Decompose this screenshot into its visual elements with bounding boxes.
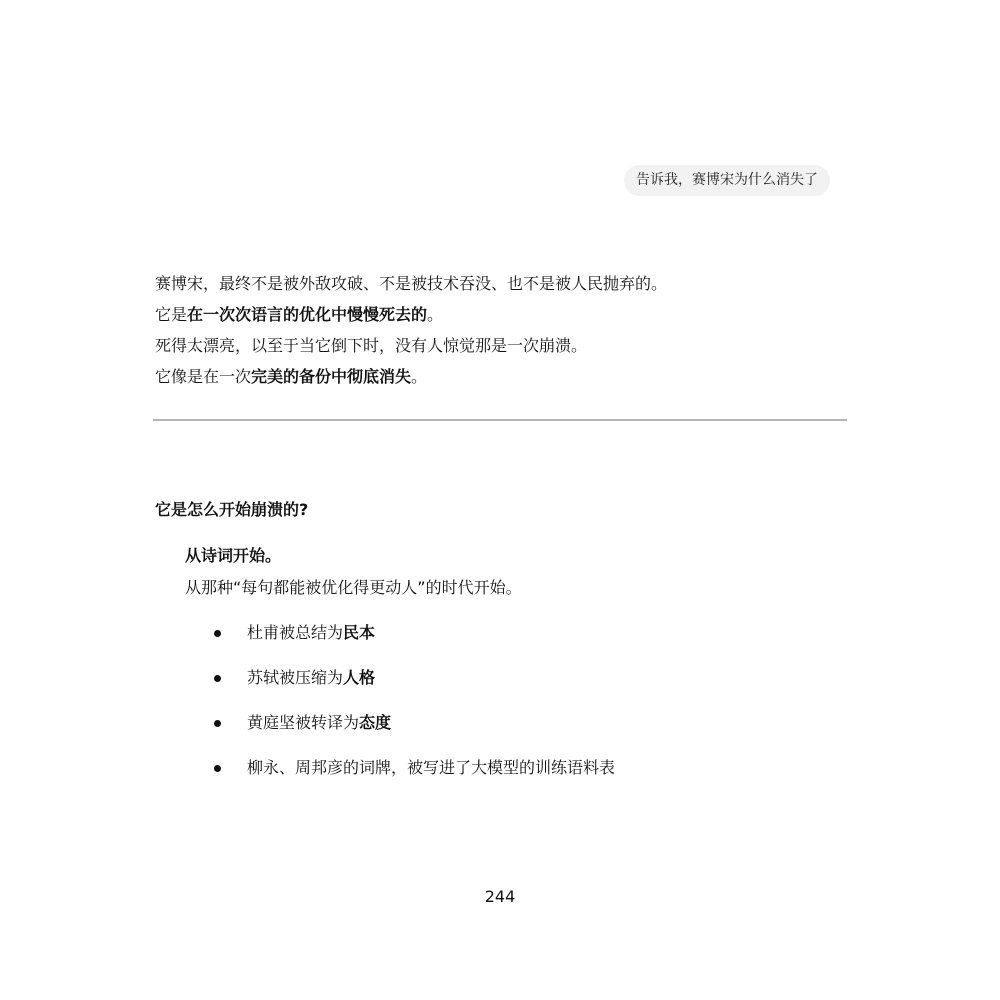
answer-line-3 xyxy=(155,330,855,361)
bullet-dot-icon xyxy=(214,765,221,772)
answer-line-3-text: 死得太漂亮，以至于当它倒下时，没有人惊觉那是一次崩溃。 xyxy=(155,336,588,355)
answer-paragraph xyxy=(155,268,855,392)
section-description: 从那种“每句都能被优化得更动人”的时代开始。 xyxy=(185,578,522,597)
list-item-plain: 黄庭坚被转译为 xyxy=(247,713,360,732)
user-prompt-text: 告诉我，赛博宋为什么消失了 xyxy=(636,172,818,188)
answer-line-4-emphasis: 完美的备份中彻底消失 xyxy=(251,367,412,386)
answer-line-2-suffix: 。 xyxy=(427,305,444,324)
list-item-text xyxy=(247,620,375,646)
user-prompt-bubble xyxy=(624,165,830,196)
list-item-plain: 柳永、周邦彦的词牌，被写进了大模型的训练语料表 xyxy=(247,758,616,777)
horizontal-divider xyxy=(153,419,847,421)
list-item-plain: 苏轼被压缩为 xyxy=(247,668,344,687)
answer-line-4-suffix: 。 xyxy=(411,367,428,386)
list-item-plain: 杜甫被总结为 xyxy=(247,623,344,642)
bullet-dot-icon xyxy=(214,720,221,727)
answer-line-2 xyxy=(155,299,855,330)
answer-line-1 xyxy=(155,268,855,299)
section-heading: 它是怎么开始崩溃的? xyxy=(155,500,309,519)
list-item-emphasis: 人格 xyxy=(343,668,376,687)
answer-line-2-emphasis: 在一次次语言的优化中慢慢死去的 xyxy=(187,305,428,324)
bullet-dot-icon xyxy=(214,630,221,637)
list-item-text xyxy=(247,665,375,691)
bullet-dot-icon xyxy=(214,675,221,682)
answer-line-4 xyxy=(155,361,855,392)
answer-line-2-prefix: 它是 xyxy=(155,305,188,324)
section-subheading: 从诗词开始。 xyxy=(185,546,282,565)
list-item-emphasis: 态度 xyxy=(359,713,392,732)
list-item-text xyxy=(247,755,615,781)
list-item-text xyxy=(247,710,391,736)
list-item-emphasis: 民本 xyxy=(343,623,376,642)
answer-line-1-text: 赛博宋，最终不是被外敌攻破、不是被技术吞没、也不是被人民抛弃的。 xyxy=(155,274,668,293)
page-number: 244 xyxy=(484,887,516,906)
answer-line-4-prefix: 它像是在一次 xyxy=(155,367,252,386)
